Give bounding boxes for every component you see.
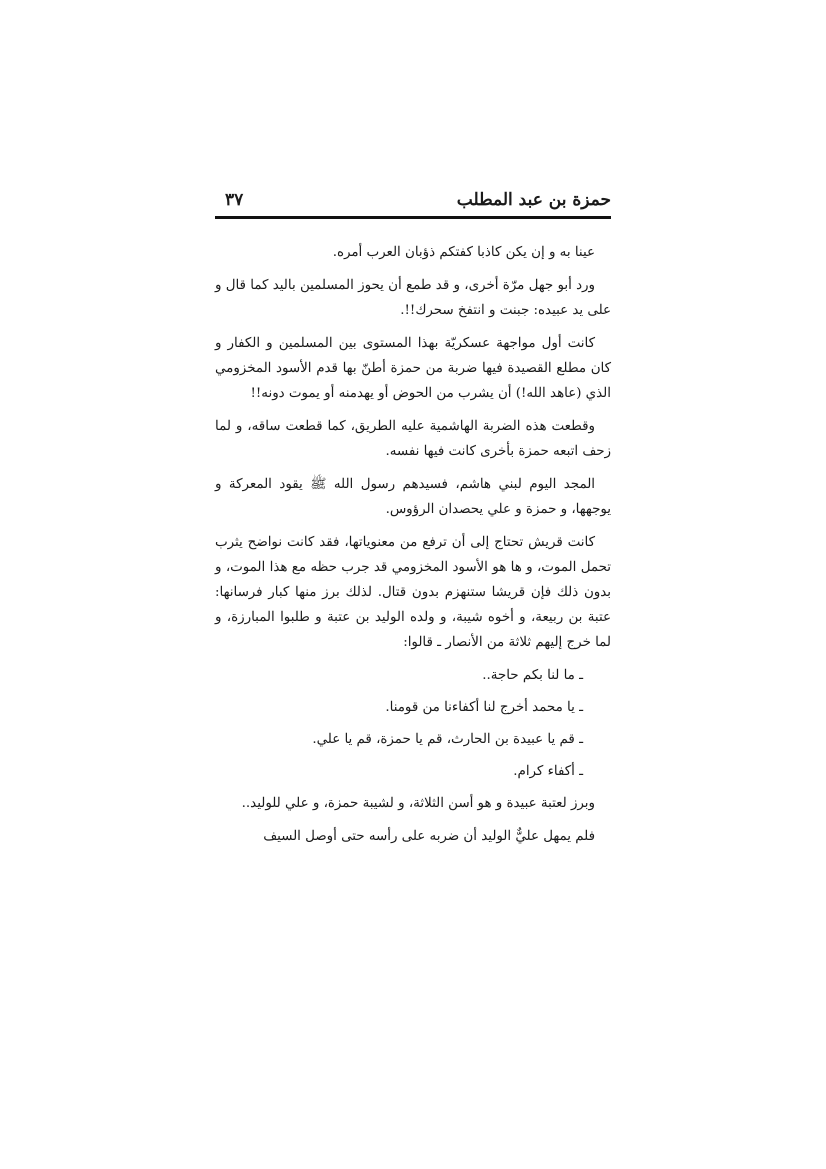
paragraph: كانت قريش تحتاج إلى أن ترفع من معنوياتها، فقد كانت نواضح يثرب تحمل الموت، و ها هو الأسود المخزومي قد جرب حظه مع هذا الموت، و بدون ذلك فإن قريشا ستنهزم بدون قتال. لذلك برز منها كبار فرسانها: عتبة بن ربيعة، و أخوه شيبة، و ولده الوليد بن عتبة و طلبوا المبارزة، و لما خرج إليهم ثلاثة من الأنصار ـ قالوا:	[215, 535, 611, 650]
dialogue-line: ـ ما لنا بكم حاجة..	[482, 668, 583, 683]
header-rule	[215, 216, 611, 219]
paragraph: وقطعت هذه الضربة الهاشمية عليه الطريق، كما قطعت ساقه، و لما زحف اتبعه حمزة بأخرى كانت فيها نفسه.	[215, 419, 611, 459]
dialogue-line: ـ أكفاء كرام.	[513, 764, 583, 779]
running-head-title: حمزة بن عبد المطلب	[456, 190, 611, 210]
running-header	[215, 188, 611, 216]
paragraph: ورد أبو جهل مرّة أخرى، و قد طمع أن يحوز المسلمين باليد كما قال و على يد عبيده: جبنت و انتفخ سحرك!!.	[215, 278, 611, 318]
page-number: ٣٧	[225, 190, 244, 210]
paragraph: فلم يمهل عليٌّ الوليد أن ضربه على رأسه حتى أوصل السيف	[263, 829, 595, 844]
book-page	[215, 188, 611, 908]
paragraph: عينا به و إن يكن كاذبا كفتكم ذؤبان العرب أمره.	[332, 245, 595, 260]
body-text	[215, 240, 611, 857]
dialogue-line: ـ يا محمد أخرج لنا أكفاءنا من قومنا.	[385, 700, 583, 715]
paragraph: المجد اليوم لبني هاشم، فسيدهم رسول الله ﷺ يقود المعركة و يوجهها، و حمزة و علي يحصدان الرؤوس.	[215, 477, 611, 517]
dialogue-line: ـ قم يا عبيدة بن الحارث، قم يا حمزة، قم يا علي.	[312, 732, 583, 747]
paragraph: كانت أول مواجهة عسكريّة بهذا المستوى بين المسلمين و الكفار و كان مطلع القصيدة فيها ضربة من حمزة أطنّ بها قدم الأسود المخزومي الذي (عاهد الله!) أن يشرب من الحوض أو يهدمنه أو يموت دونه!!	[215, 336, 611, 401]
paragraph: وبرز لعتبة عبيدة و هو أسن الثلاثة، و لشيبة حمزة، و علي للوليد..	[241, 796, 595, 811]
